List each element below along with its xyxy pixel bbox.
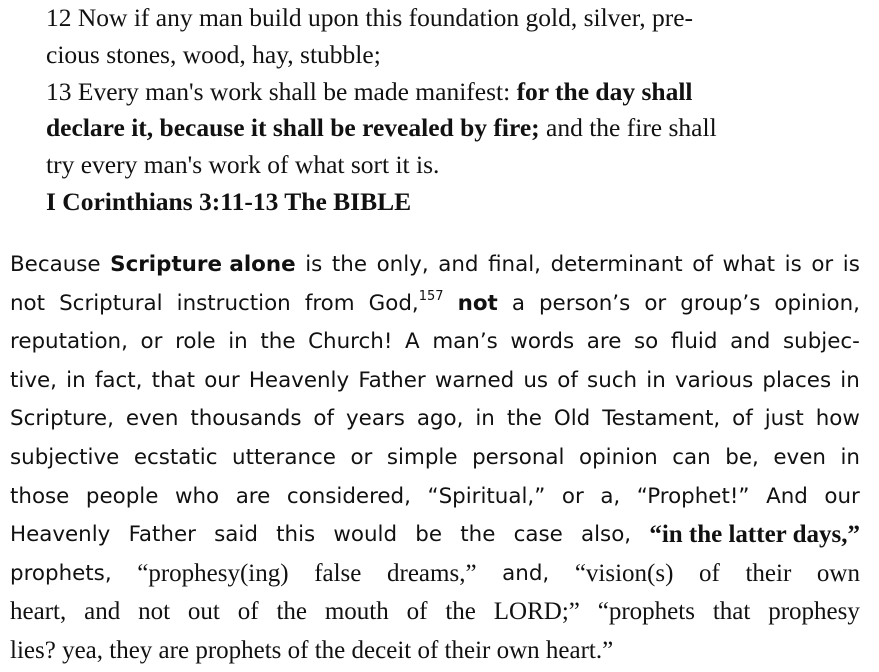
para-line-8: Heavenly Father said this would be the case also, “in the latter days,” <box>10 516 860 555</box>
emphasis-scripture-alone: Scripture alone <box>110 252 296 277</box>
verse-line-2: cious stones, wood, hay, stubble; <box>46 39 381 69</box>
para-line-7: those people who are considered, “Spiritual,” or a, “Prophet!” And our <box>10 483 860 509</box>
verse-emphasis: declare it, because it shall be revealed by fire; <box>46 113 540 143</box>
verse-line-4: declare it, because it shall be revealed by fire; and the fire shall <box>46 113 717 143</box>
para-line-9: prophets, “prophesy(ing) false dreams,” and, “vision(s) of their own <box>10 559 860 587</box>
para-line-5: Scripture, even thousands of years ago, in the Old Testament, of just how <box>10 406 860 432</box>
para-line-3: reputation, or role in the Church! A man’s words are so fluid and subjec- <box>10 329 860 355</box>
emphasis-latter-days: “in the latter days,” <box>649 521 860 549</box>
footnote-reference[interactable]: 157 <box>418 288 444 304</box>
para-line-2: not Scriptural instruction from God,$^{157}$ not a person’s or group’s opinion, <box>10 285 860 324</box>
verse-line-5: try every man's work of what sort it is. <box>46 150 440 180</box>
body-paragraph <box>10 246 860 671</box>
verse-quote <box>46 0 846 221</box>
para-line-4: tive, in fact, that our Heavenly Father warned us of such in various places in <box>10 367 860 393</box>
verse-line-1: 12 Now if any man build upon this foundation gold, silver, pre- <box>46 3 694 32</box>
para-line-1: Because Scripture alone is the only, and final, determinant of what is or is <box>10 246 860 285</box>
para-line-11: lies? yea, they are prophets of the deceit of their own heart.” <box>10 636 614 664</box>
verse-line-3: 13 Every man's work shall be made manifest: for the day shall <box>46 76 693 106</box>
emphasis-not: not <box>457 290 498 316</box>
verse-citation: I Corinthians 3:11-13 The BIBLE <box>46 186 412 216</box>
para-line-10: heart, and not out of the mouth of the LORD;” “prophets that prophesy <box>10 598 860 626</box>
para-line-6: subjective ecstatic utterance or simple personal opinion can be, even in <box>10 444 860 470</box>
verse-emphasis: for the day shall <box>516 76 693 106</box>
